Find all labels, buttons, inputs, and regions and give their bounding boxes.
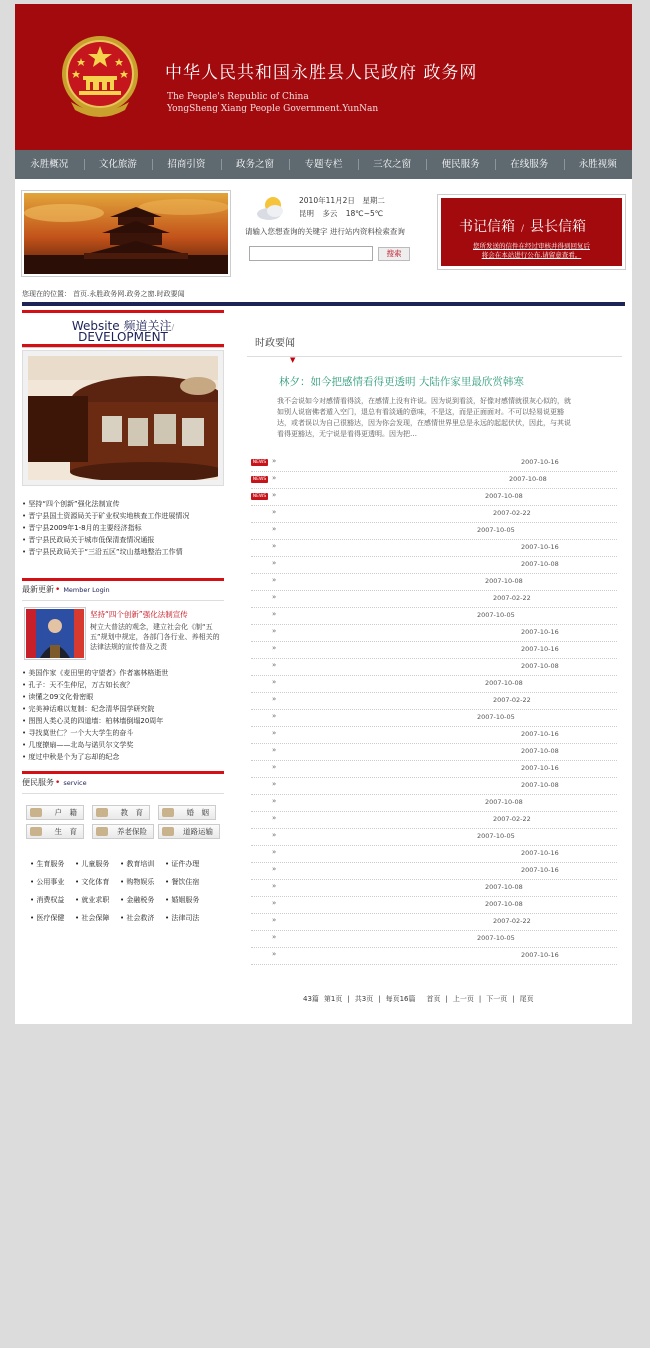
list-item[interactable]: • 晋宁县2009年1-8月的主要经济指标 bbox=[22, 522, 224, 534]
pager-prev[interactable]: 上一页 bbox=[452, 995, 474, 1003]
nav-item-investment[interactable]: 招商引资 bbox=[152, 150, 221, 179]
site-subtitle-line1: The People's Republic of China bbox=[167, 92, 309, 102]
news-date: 2007-10-08 bbox=[521, 747, 559, 755]
news-row[interactable] bbox=[251, 744, 617, 761]
tab-underline bbox=[247, 356, 622, 357]
pager-first[interactable]: 首页 bbox=[426, 995, 441, 1003]
news-row[interactable] bbox=[251, 608, 617, 625]
mailbox-banner bbox=[441, 198, 622, 266]
news-date: 2007-10-08 bbox=[485, 798, 523, 806]
service-link[interactable]: • 消费权益 bbox=[30, 891, 75, 909]
double-arrow-icon: » bbox=[272, 593, 277, 601]
road-transport-icon bbox=[162, 827, 174, 836]
search-hint: 请输入您想查询的关键字 进行站内资料检索查询 bbox=[245, 227, 405, 236]
double-arrow-icon: » bbox=[272, 559, 277, 567]
news-row[interactable] bbox=[251, 693, 617, 710]
forbidden-city-sunset-image bbox=[24, 193, 228, 274]
double-arrow-icon: » bbox=[272, 610, 277, 618]
breadcrumb-path[interactable]: 首页.永胜政务网.政务之窗.时政要闻 bbox=[73, 290, 185, 298]
service-link[interactable]: • 医疗保健 bbox=[30, 909, 75, 927]
list-item[interactable]: • 寻找莫世仁？一个大大学生的奋斗 bbox=[22, 727, 224, 739]
list-item[interactable]: • 坚持“四个创新”强化法制宣传 bbox=[22, 498, 224, 510]
national-emblem-icon bbox=[57, 32, 143, 122]
double-arrow-icon: » bbox=[272, 474, 277, 482]
double-arrow-icon: » bbox=[272, 542, 277, 550]
double-arrow-icon: » bbox=[272, 916, 277, 924]
nav-item-public-service[interactable]: 便民服务 bbox=[426, 150, 495, 179]
breadcrumb bbox=[22, 289, 187, 299]
marriage-button[interactable]: 婚 姻 bbox=[158, 805, 216, 820]
news-row[interactable] bbox=[251, 574, 617, 591]
mailbox-title-separator: / bbox=[521, 224, 525, 234]
nav-item-overview[interactable]: 永胜概况 bbox=[30, 159, 69, 170]
news-date: 2007-02-22 bbox=[493, 594, 531, 602]
feature-link-list bbox=[22, 498, 224, 558]
feature-section-header bbox=[22, 313, 224, 348]
service-links bbox=[22, 855, 224, 927]
nav-item-special-topics[interactable]: 专题专栏 bbox=[289, 150, 358, 179]
double-arrow-icon: » bbox=[272, 712, 277, 720]
service-link[interactable]: • 金融税务 bbox=[120, 891, 165, 909]
main-nav bbox=[15, 150, 632, 179]
double-arrow-icon: » bbox=[272, 831, 277, 839]
service-title: 便民服务 bbox=[22, 778, 54, 787]
news-row[interactable] bbox=[251, 931, 617, 948]
pager-current: 第1页 bbox=[323, 995, 343, 1003]
service-link[interactable]: • 文化体育 bbox=[75, 873, 120, 891]
double-arrow-icon: » bbox=[272, 780, 277, 788]
news-row[interactable] bbox=[251, 676, 617, 693]
service-link[interactable]: • 社会救济 bbox=[120, 909, 165, 927]
list-item[interactable]: • 图图人类心灵的四道墙：柏林墙倒塌20周年 bbox=[22, 715, 224, 727]
news-date: 2007-02-22 bbox=[493, 509, 531, 517]
service-links-row bbox=[22, 909, 224, 927]
search-button[interactable]: 搜索 bbox=[378, 247, 410, 261]
news-date: 2007-10-05 bbox=[477, 611, 515, 619]
marriage-icon bbox=[162, 808, 174, 817]
household-registration-button[interactable]: 户 籍 bbox=[26, 805, 84, 820]
news-row[interactable] bbox=[251, 642, 617, 659]
mailbox-title bbox=[459, 216, 586, 236]
service-link[interactable]: • 餐饮住宿 bbox=[165, 873, 210, 891]
nav-item-online-service[interactable]: 在线服务 bbox=[495, 150, 564, 179]
news-date: 2007-02-22 bbox=[493, 696, 531, 704]
news-date: 2007-10-08 bbox=[521, 560, 559, 568]
site-banner bbox=[15, 4, 632, 150]
service-link[interactable]: • 生育服务 bbox=[30, 855, 75, 873]
double-arrow-icon: » bbox=[272, 661, 277, 669]
birth-icon bbox=[30, 827, 42, 836]
news-row[interactable] bbox=[251, 863, 617, 880]
double-arrow-icon: » bbox=[272, 508, 277, 516]
pension-insurance-button[interactable]: 养老保险 bbox=[92, 824, 154, 839]
search-input[interactable] bbox=[249, 246, 373, 261]
news-row[interactable] bbox=[251, 846, 617, 863]
news-row[interactable] bbox=[251, 591, 617, 608]
news-row[interactable] bbox=[251, 540, 617, 557]
service-links-row bbox=[22, 873, 224, 891]
county-mayor-mailbox-label: 县长信箱 bbox=[530, 219, 587, 235]
news-row[interactable] bbox=[251, 812, 617, 829]
list-item[interactable]: • 孔子：天不生仲尼，万古如长夜？ bbox=[22, 679, 224, 691]
pager-next[interactable]: 下一页 bbox=[486, 995, 508, 1003]
news-row[interactable] bbox=[251, 710, 617, 727]
news-row[interactable] bbox=[251, 472, 617, 489]
update-headline[interactable]: 坚持“四个创新”强化法制宣传 bbox=[90, 610, 188, 619]
left-column bbox=[22, 310, 224, 927]
news-date: 2007-10-16 bbox=[521, 951, 559, 959]
news-date: 2007-10-08 bbox=[485, 492, 523, 500]
service-links-row bbox=[22, 855, 224, 873]
mailbox-desc-line1[interactable]: 您所发送的信件在经过审核并得到回复后 bbox=[473, 242, 590, 250]
pager-pages: 共3页 bbox=[354, 995, 374, 1003]
news-row[interactable] bbox=[251, 489, 617, 506]
news-date: 2007-10-05 bbox=[477, 832, 515, 840]
news-date: 2007-10-16 bbox=[521, 645, 559, 653]
double-arrow-icon: » bbox=[272, 933, 277, 941]
service-buttons bbox=[22, 802, 224, 847]
double-arrow-icon: » bbox=[272, 627, 277, 635]
nav-item-government-affairs[interactable]: 政务之窗 bbox=[221, 150, 290, 179]
list-item[interactable]: • 读懂之09文化骨密眼 bbox=[22, 691, 224, 703]
double-arrow-icon: » bbox=[272, 950, 277, 958]
service-link[interactable]: • 儿童服务 bbox=[75, 855, 120, 873]
news-badge-icon: NEWS bbox=[252, 477, 267, 482]
double-arrow-icon: » bbox=[272, 763, 277, 771]
double-arrow-icon: » bbox=[272, 882, 277, 890]
news-date: 2007-10-08 bbox=[485, 679, 523, 687]
news-row[interactable] bbox=[251, 455, 617, 472]
news-row[interactable] bbox=[251, 625, 617, 642]
weather-search-panel bbox=[237, 195, 421, 270]
list-item[interactable]: • 晋宁县民政局关于城市低保清查情况通报 bbox=[22, 534, 224, 546]
double-arrow-icon: » bbox=[272, 457, 277, 465]
education-button[interactable]: 教 育 bbox=[92, 805, 150, 820]
news-date: 2007-10-05 bbox=[477, 713, 515, 721]
service-link[interactable]: • 法律司法 bbox=[165, 909, 210, 927]
secretary-mailbox-label: 书记信箱 bbox=[459, 219, 515, 235]
mailbox-desc-line2[interactable]: 将会在本站进行公布,请留意查看。 bbox=[481, 251, 582, 259]
nav-item-agriculture[interactable]: 三农之窗 bbox=[358, 150, 427, 179]
birth-button[interactable]: 生 育 bbox=[26, 824, 84, 839]
featured-summary: 我不会说如今对感情看得淡，在感情上没有许说。因为说到看淡，好像对感情就很灰心似的，就如别人说宿佛者遁入空门，退总有看淡通的意味，不是这，而是正面面对。不可以轻易说更豁达，或者误以为自己很豁达，因为你会发现，在感情世界里总是永远的起起伏伏，因此，与其说看得更豁达，无宁说是看得更透明。因为把… bbox=[277, 397, 571, 438]
list-item[interactable]: • 几度撩扇——北岛与诺贝尔文学奖 bbox=[22, 739, 224, 751]
partly-cloudy-icon bbox=[255, 195, 287, 223]
updates-header bbox=[22, 581, 224, 601]
list-item[interactable]: • 晋宁县国土资源局关于矿业权实地核查工作进展情况 bbox=[22, 510, 224, 522]
news-row[interactable] bbox=[251, 659, 617, 676]
bullet-dot-icon: • bbox=[55, 585, 61, 595]
news-row[interactable] bbox=[251, 523, 617, 540]
news-date: 2007-10-05 bbox=[477, 526, 515, 534]
news-date: 2007-10-05 bbox=[477, 934, 515, 942]
service-link[interactable]: • 购物娱乐 bbox=[120, 873, 165, 891]
news-list bbox=[251, 455, 617, 965]
news-date: 2007-10-08 bbox=[521, 662, 559, 670]
page bbox=[15, 4, 632, 1024]
news-date: 2007-10-16 bbox=[521, 543, 559, 551]
nav-item-video[interactable]: 永胜视频 bbox=[564, 150, 633, 179]
red-divider bbox=[22, 344, 224, 347]
news-row[interactable] bbox=[251, 727, 617, 744]
news-row[interactable] bbox=[251, 761, 617, 778]
double-arrow-icon: » bbox=[272, 678, 277, 686]
list-item[interactable]: • 完美神话难以复制：纪念清华国学研究院 bbox=[22, 703, 224, 715]
service-link[interactable]: • 证件办理 bbox=[165, 855, 210, 873]
road-transport-button[interactable]: 道路运输 bbox=[158, 824, 220, 839]
news-date: 2007-10-16 bbox=[521, 458, 559, 466]
pager-last[interactable]: 尾页 bbox=[519, 995, 534, 1003]
double-arrow-icon: » bbox=[272, 525, 277, 533]
double-arrow-icon: » bbox=[272, 899, 277, 907]
feature-photo[interactable] bbox=[22, 350, 224, 486]
news-date: 2007-10-16 bbox=[521, 628, 559, 636]
update-description: 树立大普法的观念，建立社会化《制“五五”规划中规定，各部门各行业、养相关的法律法规的宣传普及之责 bbox=[90, 623, 220, 651]
banner-photo bbox=[21, 190, 231, 277]
news-row[interactable] bbox=[251, 948, 617, 965]
service-link[interactable]: • 教育培训 bbox=[120, 855, 165, 873]
main-column bbox=[240, 334, 625, 959]
news-date: 2007-02-22 bbox=[493, 815, 531, 823]
update-link-list bbox=[22, 667, 224, 763]
double-arrow-icon: » bbox=[272, 695, 277, 703]
news-row[interactable] bbox=[251, 880, 617, 897]
feature-header-line2: DEVELOPMENT bbox=[78, 330, 168, 344]
breadcrumb-label: 您现在的位置： bbox=[22, 290, 71, 298]
list-item[interactable]: • 度过中秋是个为了忘却的纪念 bbox=[22, 751, 224, 763]
nav-item-culture-tourism[interactable]: 文化旅游 bbox=[84, 150, 153, 179]
list-item[interactable]: • 美国作家《麦田里的守望者》作者塞林格逝世 bbox=[22, 667, 224, 679]
double-arrow-icon: » bbox=[272, 746, 277, 754]
service-link[interactable]: • 社会保障 bbox=[75, 909, 120, 927]
news-row[interactable] bbox=[251, 795, 617, 812]
feature-header-line1: Website 频道关注/ bbox=[71, 319, 175, 333]
news-date: 2007-10-16 bbox=[521, 849, 559, 857]
service-header bbox=[22, 774, 224, 794]
service-link[interactable]: • 公用事业 bbox=[30, 873, 75, 891]
news-badge-icon: NEWS bbox=[252, 460, 267, 465]
news-date: 2007-10-08 bbox=[521, 781, 559, 789]
weather-date: 2010年11月2日 星期二 bbox=[299, 196, 385, 205]
news-date: 2007-02-22 bbox=[493, 917, 531, 925]
news-date: 2007-10-08 bbox=[485, 577, 523, 585]
service-links-row bbox=[22, 891, 224, 909]
education-icon bbox=[96, 808, 108, 817]
latest-update-feature bbox=[22, 607, 224, 665]
mailbox-panel[interactable] bbox=[437, 194, 626, 270]
news-date: 2007-10-16 bbox=[521, 730, 559, 738]
navy-divider bbox=[22, 302, 625, 306]
news-date: 2007-10-16 bbox=[521, 866, 559, 874]
double-arrow-icon: » bbox=[272, 729, 277, 737]
news-row[interactable] bbox=[251, 557, 617, 574]
news-date: 2007-10-16 bbox=[521, 764, 559, 772]
site-subtitle-line2: YongSheng Xiang People Government.YunNan bbox=[167, 104, 379, 114]
list-item[interactable]: • 晋宁县民政局关于“三沿五区”坟山基地整治工作情 bbox=[22, 546, 224, 558]
service-subtitle: service bbox=[63, 779, 87, 787]
updates-title: 最新更新 bbox=[22, 585, 54, 594]
news-date: 2007-10-08 bbox=[485, 883, 523, 891]
double-arrow-icon: » bbox=[272, 797, 277, 805]
news-badge-icon: NEWS bbox=[252, 494, 267, 499]
household-icon bbox=[30, 808, 42, 817]
news-row[interactable] bbox=[251, 506, 617, 523]
feature-pottery-image bbox=[28, 356, 218, 480]
tab-pointer-icon: ▼ bbox=[290, 356, 296, 364]
double-arrow-icon: » bbox=[272, 865, 277, 873]
double-arrow-icon: » bbox=[272, 848, 277, 856]
featured-headline[interactable]: 林夕：如今把感情看得更透明 大陆作家里最欣赏韩寒 bbox=[279, 376, 524, 388]
tab-current-affairs[interactable]: 时政要闻 bbox=[255, 338, 295, 349]
news-row[interactable] bbox=[251, 914, 617, 931]
pension-icon bbox=[96, 827, 108, 836]
service-link[interactable]: • 就业求职 bbox=[75, 891, 120, 909]
pagination: 43篇 第1页 | 共3页 | 每页16篇 首页 | 上一页 | 下一页 | 尾页 bbox=[303, 995, 534, 1003]
bullet-dot-icon: • bbox=[55, 778, 61, 788]
news-date: 2007-10-08 bbox=[509, 475, 547, 483]
weather-conditions: 昆明 多云 18℃~5℃ bbox=[299, 209, 384, 218]
service-link[interactable]: • 婚姻服务 bbox=[165, 891, 210, 909]
news-date: 2007-10-08 bbox=[485, 900, 523, 908]
pager-total: 43篇 bbox=[303, 995, 319, 1003]
double-arrow-icon: » bbox=[272, 576, 277, 584]
update-photo[interactable] bbox=[24, 607, 86, 660]
speaker-photo-image bbox=[26, 609, 84, 658]
site-title: 中华人民共和国永胜县人民政府 政务网 bbox=[165, 63, 478, 83]
news-row[interactable] bbox=[251, 778, 617, 795]
news-row[interactable] bbox=[251, 829, 617, 846]
pager-per-page: 每页16篇 bbox=[385, 995, 416, 1003]
double-arrow-icon: » bbox=[272, 491, 277, 499]
news-row[interactable] bbox=[251, 897, 617, 914]
double-arrow-icon: » bbox=[272, 644, 277, 652]
double-arrow-icon: » bbox=[272, 814, 277, 822]
updates-subtitle: Member Login bbox=[63, 586, 110, 594]
